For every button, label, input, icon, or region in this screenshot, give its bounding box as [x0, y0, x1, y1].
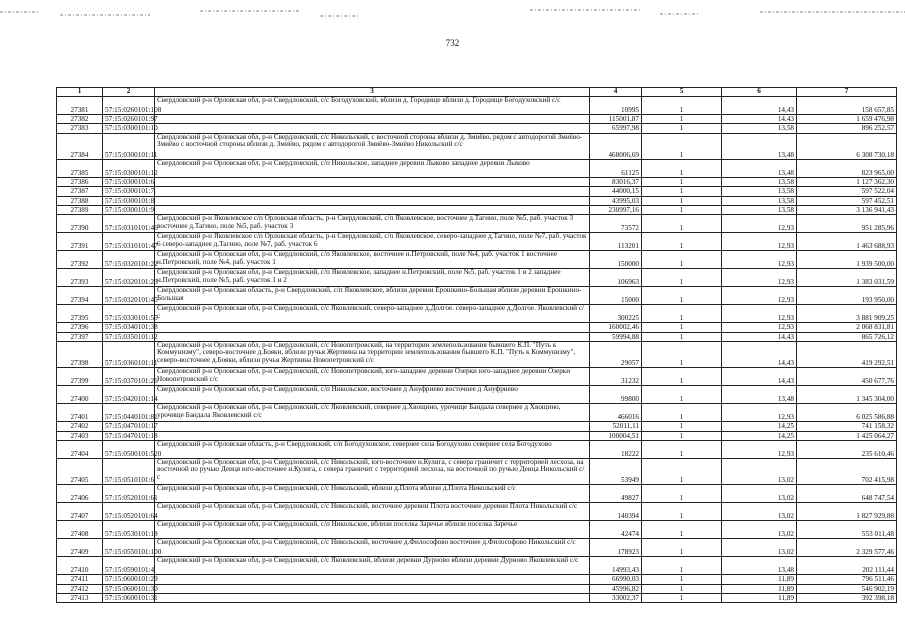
cadastral-number: 57:15:0470101:18: [103, 431, 155, 440]
table-row: [57, 404, 897, 422]
plot-rate: 11,89: [722, 594, 797, 603]
row-number: 27390: [57, 215, 103, 233]
plot-location: Свердловский р-н Орловская область, р-н Свердловский, с/п Богодуховское, севернее села Богодухово севернее села Богодухово: [155, 440, 590, 458]
plot-rate: 13,02: [722, 521, 797, 539]
plot-area: 65997,98: [590, 124, 642, 133]
plot-area: 53949: [590, 458, 642, 485]
cadastral-number: 57:15:0590101:4: [103, 557, 155, 575]
table-row: [57, 233, 897, 251]
cadastral-number: 57:15:0420101:14: [103, 386, 155, 404]
cadastral-number: 57:15:0300101:11: [103, 133, 155, 160]
plot-area: 468006,69: [590, 133, 642, 160]
table-row: [57, 115, 897, 124]
column-header: 2: [103, 88, 155, 97]
cadastral-value: 951 285,96: [797, 215, 897, 233]
plot-area: 150000: [590, 251, 642, 269]
plot-location: Свердловский р-н Орловская обл, р-н Свердловский, с/с Новопетровский, юго-западнее деревни Озерки юго-западнее деревни Озерки Новопетровский с/с: [155, 368, 590, 386]
plot-share: 1: [642, 133, 722, 160]
row-number: 27383: [57, 124, 103, 133]
table-row: [57, 196, 897, 205]
cadastral-value: 235 610,46: [797, 440, 897, 458]
row-number: 27402: [57, 422, 103, 431]
table-row: [57, 251, 897, 269]
plot-location: Свердловский р-н Орловская обл, р-н Свердловский, с/с Новопетровский, на территории землепользования бывшего К.П. "Путь к Коммунизму", северо-восточнее д.Бояки, вблизи ручья Жертвина на территории землепользования бывшего К.П. "Путь к Коммунизму", северо-восточнее д.Бояки, вблизи ручья Жертвина Новопетровский с/с: [155, 341, 590, 368]
cadastral-value: 796 511,46: [797, 575, 897, 584]
plot-share: 1: [642, 205, 722, 214]
cadastral-value: 1 425 064,27: [797, 431, 897, 440]
plot-rate: 14,25: [722, 431, 797, 440]
plot-location: Свердловский р-н Орловская обл, р-н Свердловский, с/с Богодуховский, вблизи д. Городище вблизи д. Городище Богодуховский с/с: [155, 97, 590, 115]
plot-share: 1: [642, 178, 722, 187]
cadastral-number: 57:15:0320101:23: [103, 269, 155, 287]
plot-rate: 12,93: [722, 287, 797, 305]
cadastral-value: 1 827 929,88: [797, 503, 897, 521]
plot-rate: 14,43: [722, 332, 797, 341]
row-number: 27382: [57, 115, 103, 124]
row-number: 27401: [57, 404, 103, 422]
plot-rate: 13,58: [722, 124, 797, 133]
cadastral-value: 702 415,98: [797, 458, 897, 485]
plot-share: 1: [642, 305, 722, 323]
plot-location: [155, 323, 590, 332]
row-number: 27397: [57, 332, 103, 341]
plot-rate: 12,93: [722, 323, 797, 332]
plot-location: Свердловский р-н Орловская обл, р-н Свердловский, с/с Никольский, вблизи д.Плота вблизи д.Плота Никольский с/с: [155, 485, 590, 503]
plot-share: 1: [642, 584, 722, 593]
plot-rate: 13,58: [722, 205, 797, 214]
plot-area: 31232: [590, 368, 642, 386]
cadastral-value: 450 677,76: [797, 368, 897, 386]
column-header: 1: [57, 88, 103, 97]
cadastral-number: 57:15:0260101:108: [103, 97, 155, 115]
plot-rate: 13,02: [722, 485, 797, 503]
cadastral-number: 57:15:0600101:29: [103, 575, 155, 584]
plot-rate: 11,89: [722, 575, 797, 584]
plot-location: [155, 594, 590, 603]
cadastral-value: 896 252,57: [797, 124, 897, 133]
plot-area: 300225: [590, 305, 642, 323]
plot-share: 1: [642, 124, 722, 133]
cadastral-number: 57:15:0550101:100: [103, 539, 155, 557]
scan-edge-artifact: [0, 0, 905, 30]
plot-share: 1: [642, 115, 722, 124]
cadastral-number: 57:15:0330101:55: [103, 305, 155, 323]
plot-rate: 12,93: [722, 233, 797, 251]
cadastral-number: 57:15:0370101:26: [103, 368, 155, 386]
cadastral-number: 57:15:0300101:8: [103, 196, 155, 205]
cadastral-value: 2 068 831,81: [797, 323, 897, 332]
plot-share: 1: [642, 404, 722, 422]
cadastral-number: 57:15:0360101:11: [103, 341, 155, 368]
plot-location: Свердловский р-н Орловская обл, р-н Свердловский, с/с Никольский, юго-восточнее н.Кулига, с севера граничит с территорией лесхоза, на восточной по ручью Деиця юго-восточнее н.Кулига, с севера граничит с территорией лесхоза, на восточной по ручью Деица Никольский с/с: [155, 458, 590, 485]
plot-location: Свердловский р-н Орловская обл, р-н Свердловский, с/с Никольский, с восточной стороны вблизи д. Змиёво, рядом с автодорогой Змиёво-Змиёво с восточной стороны вблизи д. Змиёво, рядом с автодорогой Змиёво-Змиёво Никольский с/с: [155, 133, 590, 160]
plot-rate: 12,93: [722, 305, 797, 323]
cadastral-value: 1 939 500,00: [797, 251, 897, 269]
cadastral-number: 57:15:0320101:45: [103, 287, 155, 305]
plot-location: Свердловский р-н Орловская обл, р-н Свердловский, с/п Яковлевское, восточнее н.Петровский, поле №4, раб. участок 1 восточнее н.Петровский, поле №4, раб. участок 1: [155, 251, 590, 269]
cadastral-number: 57:15:0600101:31: [103, 594, 155, 603]
row-number: 27387: [57, 187, 103, 196]
cadastral-value: 419 292,51: [797, 341, 897, 368]
row-number: 27388: [57, 196, 103, 205]
plot-rate: 13,48: [722, 160, 797, 178]
plot-rate: 13,48: [722, 133, 797, 160]
plot-share: 1: [642, 539, 722, 557]
plot-share: 1: [642, 215, 722, 233]
table-row: [57, 584, 897, 593]
plot-area: 73572: [590, 215, 642, 233]
cadastral-number: 57:15:0530101:18: [103, 521, 155, 539]
cadastral-number: 57:15:0310101:47: [103, 233, 155, 251]
plot-area: 466016: [590, 404, 642, 422]
table-row: [57, 178, 897, 187]
cadastral-value: 392 398,18: [797, 594, 897, 603]
cadastral-value: 648 747,54: [797, 485, 897, 503]
cadastral-number: 57:15:0440101:81: [103, 404, 155, 422]
table-row: [57, 305, 897, 323]
plot-rate: 14,43: [722, 368, 797, 386]
table-row: [57, 386, 897, 404]
table-row: [57, 575, 897, 584]
plot-rate: 12,93: [722, 215, 797, 233]
plot-location: [155, 187, 590, 196]
plot-area: 43995,03: [590, 196, 642, 205]
column-header: 4: [590, 88, 642, 97]
table-row: [57, 287, 897, 305]
cadastral-value: 1 345 304,00: [797, 386, 897, 404]
cadastral-value: 6 025 586,88: [797, 404, 897, 422]
cadastral-number: 57:15:0300101:12: [103, 160, 155, 178]
cadastral-value: 1 383 031,59: [797, 269, 897, 287]
plot-area: 178923: [590, 539, 642, 557]
table-row: [57, 485, 897, 503]
plot-area: 99800: [590, 386, 642, 404]
plot-area: 83016,37: [590, 178, 642, 187]
row-number: 27408: [57, 521, 103, 539]
plot-area: 15000: [590, 287, 642, 305]
table-row: [57, 557, 897, 575]
plot-location: Свердловский р-н Яковлевское с/п Орловская область, р-н Свердловский, с/п Яковлевское, восточнее д.Тагино, поле №5, раб. участок 3 восточнее д.Тагино, поле №5, раб. участок 3: [155, 215, 590, 233]
cadastral-number: 57:15:0300101:6: [103, 178, 155, 187]
cadastral-number: 57:15:0600101:30: [103, 584, 155, 593]
table-row: [57, 422, 897, 431]
plot-share: 1: [642, 196, 722, 205]
row-number: 27412: [57, 584, 103, 593]
cadastral-value: 3 881 909,25: [797, 305, 897, 323]
table-row: [57, 368, 897, 386]
cadastral-number: 57:15:0520101:64: [103, 503, 155, 521]
plot-area: 18222: [590, 440, 642, 458]
plot-share: 1: [642, 521, 722, 539]
cadastral-value: 3 136 941,43: [797, 205, 897, 214]
plot-area: 100004,51: [590, 431, 642, 440]
table-row: [57, 124, 897, 133]
page-number: 732: [445, 38, 460, 48]
cadastral-value: 1 659 476,98: [797, 115, 897, 124]
cadastral-number: 57:15:0300101:10: [103, 124, 155, 133]
cadastral-value: 741 158,32: [797, 422, 897, 431]
table-row: [57, 269, 897, 287]
plot-rate: 13,58: [722, 196, 797, 205]
table-row: [57, 332, 897, 341]
plot-location: [155, 124, 590, 133]
table-row: [57, 458, 897, 485]
plot-location: Свердловский р-н Орловская обл, р-н Свердловский, с/п Никольское, западнее деревни Лыково западнее деревни Лыково: [155, 160, 590, 178]
plot-rate: 14,43: [722, 341, 797, 368]
plot-rate: 14,25: [722, 422, 797, 431]
plot-location: [155, 575, 590, 584]
cadastral-value: 6 308 730,18: [797, 133, 897, 160]
cadastral-value: 823 965,00: [797, 160, 897, 178]
plot-location: Свердловский р-н Орловская обл, р-н Свердловский, с/п Никольское, восточнее д Ануфриево восточнее д Ануфриево: [155, 386, 590, 404]
row-number: 27404: [57, 440, 103, 458]
plot-share: 1: [642, 97, 722, 115]
row-number: 27405: [57, 458, 103, 485]
plot-location: [155, 584, 590, 593]
row-number: 27395: [57, 305, 103, 323]
plot-rate: 13,58: [722, 178, 797, 187]
plot-share: 1: [642, 431, 722, 440]
plot-share: 1: [642, 503, 722, 521]
row-number: 27381: [57, 97, 103, 115]
plot-share: 1: [642, 440, 722, 458]
cadastral-value: 597 522,04: [797, 187, 897, 196]
plot-area: 14993,43: [590, 557, 642, 575]
plot-area: 113201: [590, 233, 642, 251]
row-number: 27392: [57, 251, 103, 269]
plot-share: 1: [642, 594, 722, 603]
plot-share: 1: [642, 332, 722, 341]
plot-location: [155, 115, 590, 124]
plot-rate: 13,48: [722, 557, 797, 575]
table-row: [57, 133, 897, 160]
plot-area: 10995: [590, 97, 642, 115]
cadastral-number: 57:15:0500101:520: [103, 440, 155, 458]
cadastral-value: 158 657,85: [797, 97, 897, 115]
plot-rate: 12,93: [722, 269, 797, 287]
cadastral-number: 57:15:0300101:7: [103, 187, 155, 196]
column-header: 5: [642, 88, 722, 97]
cadastral-value: 1 127 362,30: [797, 178, 897, 187]
plot-share: 1: [642, 323, 722, 332]
row-number: 27399: [57, 368, 103, 386]
cadastral-number: 57:15:0470101:17: [103, 422, 155, 431]
cadastral-number: 57:15:0510101:6: [103, 458, 155, 485]
row-number: 27410: [57, 557, 103, 575]
row-number: 27406: [57, 485, 103, 503]
table-row: [57, 594, 897, 603]
plot-rate: 13,58: [722, 187, 797, 196]
row-number: 27409: [57, 539, 103, 557]
plot-rate: 11,89: [722, 584, 797, 593]
plot-area: 160002,46: [590, 323, 642, 332]
plot-rate: 14,43: [722, 97, 797, 115]
plot-location: Свердловский р-н Орловская обл, р-н Свердловский, с/п Никольское, вблизи поселка Заречье вблизи поселка Заречье: [155, 521, 590, 539]
plot-rate: 13,02: [722, 458, 797, 485]
plot-area: 61125: [590, 160, 642, 178]
table-row: [57, 323, 897, 332]
plot-area: 59994,88: [590, 332, 642, 341]
plot-area: 140394: [590, 503, 642, 521]
table-row: [57, 539, 897, 557]
cadastral-value: 2 329 577,46: [797, 539, 897, 557]
table-row: [57, 341, 897, 368]
plot-location: [155, 178, 590, 187]
plot-location: [155, 422, 590, 431]
plot-area: 44000,15: [590, 187, 642, 196]
plot-share: 1: [642, 422, 722, 431]
row-number: 27384: [57, 133, 103, 160]
table-row: [57, 440, 897, 458]
row-number: 27413: [57, 594, 103, 603]
plot-location: Свердловский р-н Орловская обл, р-н Свердловский, с/п Яковлевское, западнее н.Петровский, поле №5, раб. участок 1 и 2 западнее н.Петровский, поле №5, раб. участок 1 и 2: [155, 269, 590, 287]
plot-location: Свердловский р-н Орловская обл, р-н Свердловский, с/с Никольский, восточнее деревни Плота восточнее деревни Плота Никольский с/с: [155, 503, 590, 521]
plot-share: 1: [642, 287, 722, 305]
cadastral-number: 57:15:0310101:46: [103, 215, 155, 233]
plot-rate: 13,48: [722, 386, 797, 404]
plot-location: Свердловский р-н Орловская обл, р-н Свердловский, с/с Яковлевский, севернее д.Хвощино, урочище Бандала севернее д Хвощино, урочище Бандала Яковлевский с/с: [155, 404, 590, 422]
row-number: 27385: [57, 160, 103, 178]
plot-share: 1: [642, 233, 722, 251]
cadastral-value: 1 463 688,93: [797, 233, 897, 251]
plot-rate: 14,43: [722, 115, 797, 124]
cadastral-number: 57:15:0340101:38: [103, 323, 155, 332]
cadastral-value: 865 726,12: [797, 332, 897, 341]
row-number: 27400: [57, 386, 103, 404]
plot-share: 1: [642, 386, 722, 404]
row-number: 27407: [57, 503, 103, 521]
plot-rate: 13,02: [722, 539, 797, 557]
plot-area: 115001,87: [590, 115, 642, 124]
plot-location: Свердловский р-н Орловская обл, р-н Свердловский, с/с Никольский, восточнее д.Философово восточнее д.Философово Никольский с/с: [155, 539, 590, 557]
plot-area: 29057: [590, 341, 642, 368]
row-number: 27386: [57, 178, 103, 187]
table-row: [57, 160, 897, 178]
cadastral-value: 546 902,19: [797, 584, 897, 593]
column-header: 6: [722, 88, 797, 97]
plot-rate: 12,93: [722, 440, 797, 458]
row-number: 27391: [57, 233, 103, 251]
plot-share: 1: [642, 458, 722, 485]
row-number: 27389: [57, 205, 103, 214]
row-number: 27396: [57, 323, 103, 332]
plot-area: 49827: [590, 485, 642, 503]
cadastral-value: 597 452,51: [797, 196, 897, 205]
cadastral-number: 57:15:0300101:9: [103, 205, 155, 214]
plot-share: 1: [642, 575, 722, 584]
plot-area: 45996,82: [590, 584, 642, 593]
table-row: [57, 521, 897, 539]
plot-rate: 13,02: [722, 503, 797, 521]
plot-location: Свердловский р-н Яковлевское с/п Орловская область, р-н Свердловский, с/п Яковлевское, северо-западнее д.Тагино, поле №7, раб. участок 6 северо-западнее д.Тагино, поле №7, раб. участок 6: [155, 233, 590, 251]
cadastral-number: 57:15:0320101:22: [103, 251, 155, 269]
plot-share: 1: [642, 269, 722, 287]
plot-location: Свердловский р-н Орловская обл, р-н Свердловский, с/с Яковлевский, вблизи деревни Дурново вблизи деревни Дурново Яковлевский с/с: [155, 557, 590, 575]
plot-area: 66990,03: [590, 575, 642, 584]
row-number: 27403: [57, 431, 103, 440]
row-number: 27411: [57, 575, 103, 584]
plot-share: 1: [642, 368, 722, 386]
plot-rate: 12,93: [722, 251, 797, 269]
table-row: [57, 215, 897, 233]
plot-share: 1: [642, 251, 722, 269]
plot-share: 1: [642, 557, 722, 575]
plot-share: 1: [642, 187, 722, 196]
cadastral-number: 57:15:0260101:97: [103, 115, 155, 124]
cadastral-value: 193 950,00: [797, 287, 897, 305]
cadastral-value: 202 111,44: [797, 557, 897, 575]
plot-rate: 12,93: [722, 404, 797, 422]
land-plot-table: [56, 87, 897, 603]
plot-share: 1: [642, 160, 722, 178]
plot-area: 42474: [590, 521, 642, 539]
table-row: [57, 503, 897, 521]
plot-area: 52011,11: [590, 422, 642, 431]
plot-area: 230997,16: [590, 205, 642, 214]
plot-area: 33002,37: [590, 594, 642, 603]
cadastral-value: 553 011,48: [797, 521, 897, 539]
column-header: 7: [797, 88, 897, 97]
plot-location: [155, 332, 590, 341]
row-number: 27393: [57, 269, 103, 287]
column-header: 3: [155, 88, 590, 97]
row-number: 27394: [57, 287, 103, 305]
plot-share: 1: [642, 341, 722, 368]
plot-location: [155, 196, 590, 205]
cadastral-number: 57:15:0520101:61: [103, 485, 155, 503]
plot-location: Свердловский р-н Орловская обл, р-н Свердловский, с/с Яковлевский, северо-западнее д.Долгое. северо-западнее д.Долгое. Яковлевский с/с: [155, 305, 590, 323]
table-row: [57, 187, 897, 196]
plot-area: 106963: [590, 269, 642, 287]
row-number: 27398: [57, 341, 103, 368]
plot-share: 1: [642, 485, 722, 503]
plot-location: Свердловский р-н Орловская область, р-н Свердловский, с/п Яковлевское, вблизи деревни Ерошкино-Большая вблизи деревни Ерошкино-Большая: [155, 287, 590, 305]
cadastral-number: 57:15:0350101:12: [103, 332, 155, 341]
table-row: [57, 97, 897, 115]
